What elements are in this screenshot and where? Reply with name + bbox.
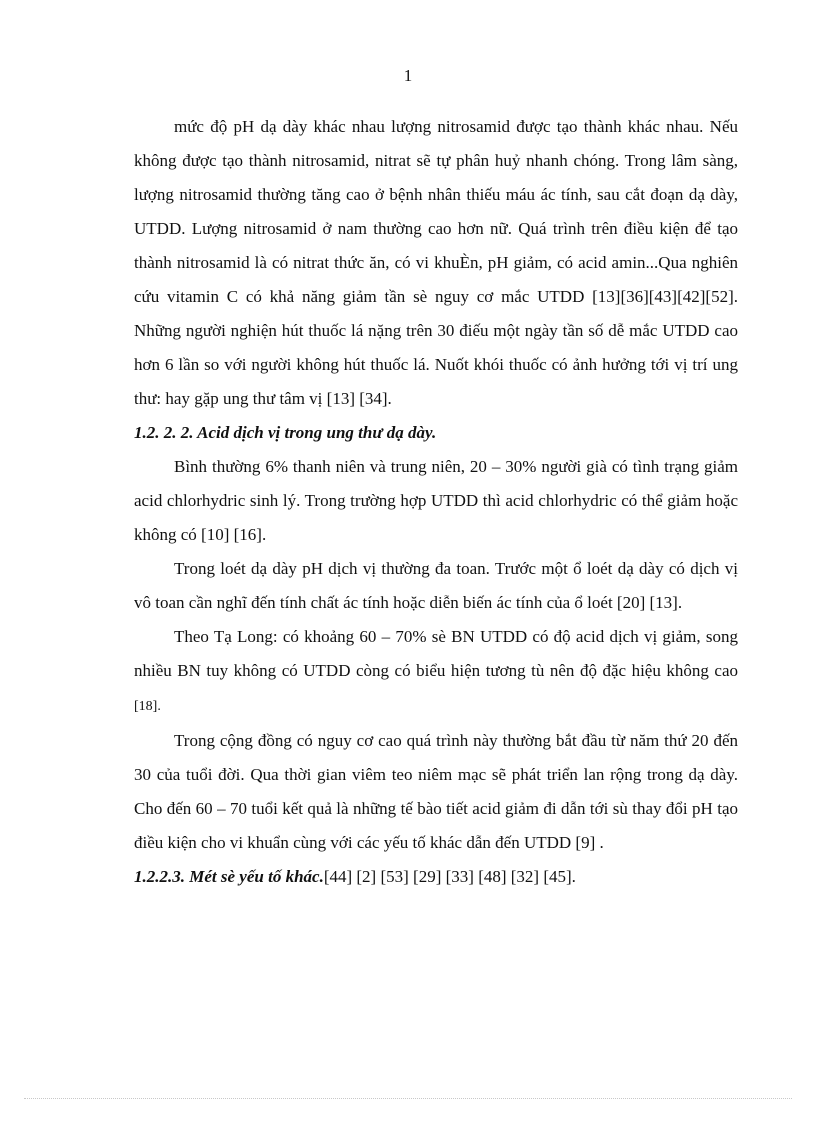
paragraph-nitrosamid: mức độ pH dạ dày khác nhau lượng nitrosamid được tạo thành khác nhau. Nếu không được tạo thành nitrosamid, nitrat sẽ tự phân huỷ nhanh chóng. Trong lâm sàng, lượng nitrosamid thường tăng cao ở bệnh nhân thiếu máu ác tính, sau cắt đoạn dạ dày, UTDD. Lượng nitrosamid ở nam thường cao hơn nữ. Quá trình trên điều kiện để tạo thành nitrosamid là có nitrat thức ăn, có vi khuÈn, pH giảm, có acid amin...Qua nghiên cứu vitamin C có khả năng giảm tần sè nguy cơ mắc UTDD [13][36][43][42][52]. Những người nghiện hút thuốc lá nặng trên 30 điếu một ngày tần số dễ mắc UTDD cao hơn 6 lần so với người không hút thuốc lá. Nuốt khói thuốc có ảnh hưởng tới vị trí ung thư: hay gặp ung thư tâm vị [13] [34]. <box>134 117 738 408</box>
section-heading-other-factors-title: 1.2.2.3. Mét sè yếu tố khác. <box>134 867 324 886</box>
paragraph-ta-long <box>134 620 738 724</box>
section-heading-other-factors-refs: [44] [2] [53] [29] [33] [48] [32] [45]. <box>323 867 576 886</box>
paragraph-acid-chlorhydric: Bình thường 6% thanh niên và trung niên, 20 – 30% người già có tình trạng giảm acid chlorhydric sinh lý. Trong trường hợp UTDD thì acid chlorhydric có thể giảm hoặc không có [10] [16]. <box>134 457 738 544</box>
page-number: 1 <box>403 66 413 85</box>
paragraph-loet-da-day: Trong loét dạ dày pH dịch vị thường đa toan. Trước một ổ loét dạ dày có dịch vị vô toan cần nghĩ đến tính chất ác tính hoặc diễn biến ác tính của ổ loét [20] [13]. <box>134 559 738 612</box>
page-bottom-divider <box>24 1098 792 1099</box>
section-heading-other-factors <box>134 860 738 894</box>
paragraph-cong-dong: Trong cộng đồng có nguy cơ cao quá trình này thường bắt đầu từ năm thứ 20 đến 30 của tuổi đời. Qua thời gian viêm teo niêm mạc sẽ phát triển lan rộng trong dạ dày. Cho đến 60 – 70 tuổi kết quả là những tế bào tiết acid giảm đi dẫn tới sù thay đổi pH tạo điều kiện cho vi khuẩn cùng với các yếu tố khác dẫn đến UTDD [9] . <box>134 731 738 852</box>
citation-18: [18]. <box>134 699 161 714</box>
section-heading-acid: 1.2. 2. 2. Acid dịch vị trong ung thư dạ dày. <box>134 423 437 442</box>
document-body <box>134 110 738 894</box>
paragraph-ta-long-text: Theo Tạ Long: có khoảng 60 – 70% sè BN UTDD có độ acid dịch vị giảm, song nhiều BN tuy không có UTDD còng có biểu hiện tương tù nên độ đặc hiệu không cao <box>134 627 738 680</box>
